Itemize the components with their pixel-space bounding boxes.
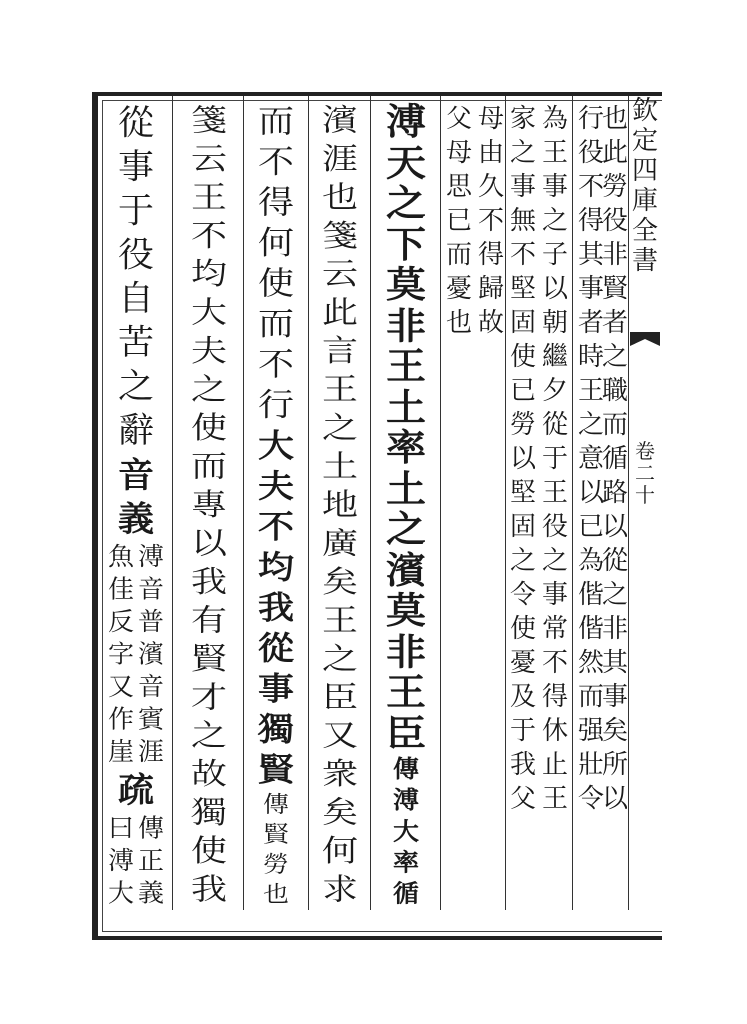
text-char: 憂 — [445, 274, 472, 304]
text-char: 崖 — [107, 738, 134, 767]
text-char: 役 — [117, 235, 154, 275]
note-right-line — [138, 813, 164, 910]
text-char: 求 — [321, 872, 358, 908]
text-char: 義 — [138, 879, 165, 909]
text-char: 之 — [386, 507, 426, 551]
text-char: 也 — [262, 881, 289, 909]
main-text-block — [118, 769, 154, 813]
text-char: 事 — [257, 670, 294, 708]
text-char: 不 — [577, 172, 604, 202]
text-char: 歸 — [477, 274, 504, 304]
text-char: 之 — [190, 372, 227, 408]
text-char: 子 — [541, 240, 568, 270]
juan-char: 二 — [635, 461, 655, 485]
text-char: 不 — [477, 206, 504, 236]
text-char: 得 — [577, 206, 604, 236]
text-char: 魚 — [107, 543, 134, 572]
text-char: 非 — [386, 303, 426, 348]
text-char: 之 — [321, 642, 358, 677]
text-column-3 — [540, 102, 570, 816]
text-char: 者 — [601, 308, 628, 338]
column-rule — [243, 96, 244, 910]
text-char: 王 — [386, 344, 426, 388]
text-char: 涯 — [138, 738, 165, 767]
text-char: 事 — [577, 274, 604, 304]
text-char: 者 — [577, 308, 604, 338]
text-char: 偕 — [577, 580, 604, 610]
text-char: 涯 — [321, 142, 358, 177]
text-char: 不 — [190, 219, 227, 254]
text-column-11 — [102, 102, 170, 910]
text-char: 行 — [577, 104, 604, 134]
text-char: 作 — [107, 705, 134, 735]
text-char: 壯 — [577, 750, 604, 780]
text-char: 率 — [386, 426, 426, 470]
text-char: 不 — [257, 346, 294, 383]
text-char: 循 — [392, 880, 419, 909]
text-char: 獨 — [190, 795, 227, 831]
text-char: 王 — [321, 372, 358, 408]
text-char: 時 — [577, 342, 604, 372]
main-text-block — [258, 426, 294, 790]
text-char: 由 — [477, 138, 504, 168]
text-char: 我 — [509, 750, 536, 780]
text-char: 也 — [321, 180, 358, 215]
text-char: 又 — [107, 673, 134, 702]
text-char: 大 — [392, 818, 419, 846]
text-char: 音 — [138, 575, 165, 605]
text-char: 不 — [509, 240, 536, 270]
text-column-4 — [508, 102, 538, 816]
text-char: 職 — [601, 376, 628, 406]
text-char: 大 — [257, 427, 294, 465]
text-char: 均 — [257, 549, 294, 586]
text-char: 土 — [386, 467, 426, 511]
header-char: 欽 — [631, 96, 658, 126]
text-char: 使 — [257, 265, 294, 302]
text-char: 之 — [509, 138, 536, 168]
text-char: 以 — [541, 274, 568, 304]
text-char: 路 — [601, 478, 628, 508]
text-char: 之 — [601, 580, 628, 610]
text-char: 固 — [509, 512, 536, 542]
text-char: 自 — [117, 279, 154, 319]
text-char: 臣 — [321, 680, 358, 715]
text-char: 臣 — [386, 711, 426, 755]
text-char: 地 — [321, 488, 358, 523]
note-left-line — [108, 813, 134, 910]
text-char: 不 — [257, 144, 294, 181]
text-char: 事 — [541, 172, 568, 202]
text-char: 之 — [190, 718, 227, 754]
text-char: 使 — [509, 342, 536, 372]
double-line-note — [108, 541, 164, 768]
main-text-block — [118, 453, 154, 541]
text-char: 我 — [190, 872, 227, 908]
text-char: 賢 — [601, 274, 628, 304]
text-char: 之 — [541, 546, 568, 576]
text-char: 下 — [386, 222, 426, 266]
text-char: 堅 — [509, 478, 536, 508]
text-char: 久 — [477, 172, 504, 202]
text-char: 以 — [601, 784, 628, 814]
text-char: 其 — [601, 648, 628, 678]
text-char: 箋 — [321, 219, 358, 254]
juan-char: 卷 — [635, 439, 655, 463]
text-char: 朝 — [541, 308, 568, 338]
text-char: 云 — [321, 257, 358, 292]
text-char: 所 — [601, 750, 628, 780]
text-char: 矣 — [601, 716, 628, 746]
text-char: 矣 — [321, 795, 358, 831]
text-char: 義 — [117, 499, 154, 540]
text-char: 賢 — [262, 821, 289, 849]
text-char: 父 — [509, 784, 536, 814]
text-char: 此 — [601, 138, 628, 168]
text-char: 反 — [107, 608, 134, 637]
text-char: 賢 — [190, 642, 227, 677]
text-char: 言 — [321, 334, 358, 369]
text-char: 濱 — [321, 103, 358, 138]
text-char: 均 — [190, 257, 227, 292]
text-char: 也 — [445, 308, 472, 338]
text-char: 之 — [509, 546, 536, 576]
text-char: 從 — [541, 410, 568, 440]
text-char: 才 — [190, 680, 227, 715]
juan-number — [628, 440, 662, 506]
text-char: 令 — [577, 784, 604, 814]
text-char: 廣 — [321, 526, 358, 561]
text-char: 堅 — [509, 274, 536, 304]
text-char: 行 — [257, 387, 294, 424]
text-char: 我 — [257, 589, 294, 627]
text-char: 之 — [577, 410, 604, 440]
text-char: 音 — [117, 455, 154, 496]
text-char: 得 — [477, 240, 504, 270]
text-char: 役 — [541, 512, 568, 542]
text-char: 勞 — [262, 851, 289, 879]
text-char: 以 — [190, 526, 227, 561]
text-char: 大 — [107, 879, 134, 909]
text-char: 故 — [477, 308, 504, 338]
text-char: 矣 — [321, 565, 358, 600]
text-char: 使 — [509, 614, 536, 644]
text-char: 思 — [445, 172, 472, 202]
text-char: 音 — [138, 673, 165, 702]
text-char: 又 — [321, 718, 358, 754]
text-char: 已 — [445, 206, 472, 236]
text-char: 非 — [601, 240, 628, 270]
text-char: 而 — [445, 240, 472, 270]
column-rule — [172, 96, 173, 910]
text-char: 事 — [541, 580, 568, 610]
text-char: 專 — [190, 488, 227, 523]
text-column-7 — [374, 102, 438, 910]
text-char: 非 — [601, 614, 628, 644]
text-char: 勞 — [601, 172, 628, 202]
text-char: 辭 — [117, 411, 154, 451]
text-char: 濱 — [138, 640, 165, 670]
text-char: 王 — [541, 138, 568, 168]
text-char: 不 — [257, 508, 294, 546]
text-char: 土 — [321, 449, 358, 485]
text-char: 箋 — [190, 103, 227, 138]
header-char: 四 — [631, 156, 658, 186]
text-char: 之 — [386, 181, 426, 225]
text-char: 事 — [117, 147, 154, 187]
column-rule — [440, 96, 441, 910]
text-char: 王 — [190, 180, 227, 215]
text-char: 莫 — [386, 589, 426, 633]
text-char: 我 — [190, 565, 227, 600]
text-char: 獨 — [257, 710, 294, 748]
note-text-block — [393, 754, 419, 910]
text-char: 使 — [190, 834, 227, 869]
text-char: 以 — [601, 512, 628, 542]
text-char: 曰 — [107, 814, 134, 844]
text-char: 父 — [445, 104, 472, 134]
text-char: 得 — [541, 682, 568, 712]
text-char: 傳 — [138, 814, 165, 844]
text-char: 事 — [509, 172, 536, 202]
text-char: 王 — [577, 376, 604, 406]
text-column-10 — [178, 102, 240, 910]
text-char: 而 — [257, 306, 294, 343]
text-char: 普 — [138, 608, 165, 637]
note-text-block — [263, 790, 289, 910]
text-char: 為 — [541, 104, 568, 134]
text-char: 于 — [117, 191, 154, 231]
text-char: 正 — [138, 846, 165, 876]
text-column-6 — [444, 102, 474, 340]
text-char: 于 — [541, 444, 568, 474]
text-char: 及 — [509, 682, 536, 712]
text-char: 令 — [509, 580, 536, 610]
text-char: 傳 — [262, 791, 289, 819]
text-char: 而 — [601, 410, 628, 440]
text-char: 于 — [509, 716, 536, 746]
text-char: 有 — [190, 603, 227, 638]
text-char: 役 — [577, 138, 604, 168]
text-char: 何 — [257, 225, 294, 262]
text-char: 此 — [321, 295, 358, 331]
text-char: 為 — [577, 546, 604, 576]
header-char: 全 — [631, 216, 658, 246]
text-char: 溥 — [138, 543, 165, 572]
double-line-note — [108, 813, 164, 910]
text-char: 勞 — [509, 410, 536, 440]
header-char: 庫 — [631, 186, 658, 216]
text-char: 夫 — [190, 334, 227, 369]
text-char: 而 — [190, 449, 227, 485]
text-char: 何 — [321, 834, 358, 869]
text-char: 之 — [601, 342, 628, 372]
text-char: 循 — [601, 444, 628, 474]
text-char: 苦 — [117, 323, 154, 363]
text-char: 止 — [541, 750, 568, 780]
text-char: 率 — [392, 849, 419, 877]
text-column-9 — [247, 102, 305, 910]
text-char: 佳 — [107, 575, 134, 605]
text-char: 已 — [509, 376, 536, 406]
text-char: 其 — [577, 240, 604, 270]
text-char: 已 — [577, 512, 604, 542]
text-char: 無 — [509, 206, 536, 236]
text-char: 土 — [386, 385, 426, 429]
text-char: 不 — [541, 648, 568, 678]
text-char: 從 — [601, 546, 628, 576]
text-char: 偕 — [577, 614, 604, 644]
text-char: 以 — [509, 444, 536, 474]
header-char: 書 — [631, 246, 658, 276]
text-char: 得 — [257, 184, 294, 221]
text-char: 字 — [107, 640, 134, 670]
text-char: 王 — [541, 784, 568, 814]
text-char: 憂 — [509, 648, 536, 678]
text-char: 而 — [257, 103, 294, 140]
text-char: 天 — [386, 140, 426, 184]
text-column-5 — [476, 102, 506, 340]
text-char: 衆 — [321, 757, 358, 792]
column-rule — [572, 96, 573, 910]
text-char: 而 — [577, 682, 604, 712]
text-char: 也 — [601, 104, 628, 134]
text-char: 事 — [601, 682, 628, 712]
text-char: 溥 — [107, 846, 134, 876]
header-char: 定 — [631, 126, 658, 156]
text-char: 母 — [445, 138, 472, 168]
column-rule — [308, 96, 309, 910]
note-left-line — [108, 541, 134, 768]
text-char: 休 — [541, 716, 568, 746]
text-char: 大 — [190, 295, 227, 331]
text-char: 非 — [386, 630, 426, 674]
text-char: 王 — [321, 603, 358, 638]
text-column-2 — [576, 102, 606, 816]
text-char: 傳 — [392, 756, 419, 784]
text-char: 之 — [541, 206, 568, 236]
text-char: 王 — [541, 478, 568, 508]
text-char: 故 — [190, 757, 227, 792]
text-char: 疏 — [117, 770, 154, 811]
text-char: 夫 — [257, 468, 294, 506]
text-char: 家 — [509, 104, 536, 134]
text-char: 賢 — [257, 751, 294, 789]
text-char: 以 — [577, 478, 604, 508]
text-char: 從 — [257, 630, 294, 667]
text-char: 溥 — [392, 787, 419, 815]
text-char: 繼 — [541, 342, 568, 372]
text-char: 濱 — [386, 548, 426, 592]
juan-char: 十 — [635, 483, 655, 507]
text-char: 溥 — [386, 100, 426, 144]
note-right-line — [138, 541, 164, 768]
header-title — [628, 96, 662, 276]
text-char: 常 — [541, 614, 568, 644]
text-char: 使 — [190, 411, 227, 446]
main-text-block — [386, 102, 426, 754]
text-char: 之 — [117, 367, 154, 407]
text-char: 意 — [577, 444, 604, 474]
text-char: 賓 — [138, 705, 165, 735]
text-column-8 — [312, 102, 368, 910]
column-rule — [370, 96, 371, 910]
text-char: 之 — [321, 411, 358, 446]
text-char: 王 — [386, 670, 426, 714]
text-char: 云 — [190, 142, 227, 177]
text-char: 强 — [577, 716, 604, 746]
text-char: 固 — [509, 308, 536, 338]
text-char: 從 — [117, 103, 154, 144]
text-char: 夕 — [541, 376, 568, 406]
text-char: 然 — [577, 648, 604, 678]
text-char: 母 — [477, 104, 504, 134]
text-char: 莫 — [386, 263, 426, 307]
text-char: 役 — [601, 206, 628, 236]
